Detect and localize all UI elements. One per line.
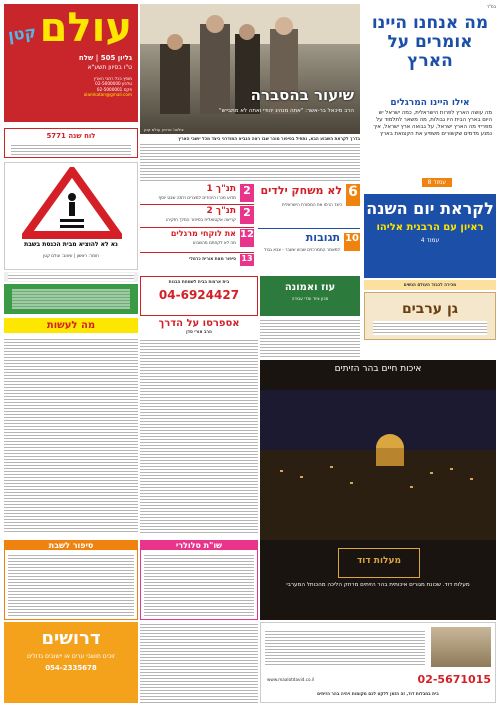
warning-box <box>4 162 138 270</box>
index-num: 13 <box>240 254 254 266</box>
index-title: את לוקחי מרגלים <box>170 229 236 238</box>
cover-photo <box>140 4 360 134</box>
wanted-phone: 054-2335678 <box>45 664 97 672</box>
kids-column <box>4 318 138 538</box>
sidebar-strip-text: מכירה לכבוד העולם הנשים <box>403 282 457 287</box>
masthead-logo-main: עולם <box>39 5 132 51</box>
ad-jerusalem-contact <box>260 622 496 703</box>
contact-line: פקס 02-5000001 <box>96 86 132 92</box>
index-title: תגובות <box>305 231 340 244</box>
index-num: 6 <box>346 184 360 206</box>
feature-page: עמוד 4 <box>420 237 440 244</box>
city-skyline-icon <box>260 390 496 540</box>
index-item[interactable] <box>140 205 254 228</box>
index-num: 2 <box>240 184 254 202</box>
index-desc: כיצד הרסו את המסורת הישראלית <box>281 202 342 207</box>
jerusalem-photo-icon <box>431 627 491 667</box>
masthead-logo-sub: קטן <box>6 22 38 45</box>
cover-intro-title: אילו היינו המרגלים <box>390 98 470 108</box>
jerusalem-bottom: בית בחבלות דוד, זה הזמן ללקט לכם מקומות ויהיה בהר הזיתים <box>317 691 439 696</box>
tshirt-title: שו"ת סלולרי <box>141 541 257 550</box>
question-column <box>140 318 258 538</box>
sidebar-strip <box>364 280 496 290</box>
cover-feature[interactable] <box>364 194 496 278</box>
ad-gan-title: גן ערבים <box>401 301 459 317</box>
ad-left-green[interactable] <box>4 284 138 314</box>
tshirt-column <box>140 540 258 620</box>
ad-wanted[interactable] <box>4 622 138 703</box>
masthead-issue: גליון 505 | שלח <box>78 54 132 62</box>
index-left <box>140 184 254 274</box>
index-item[interactable] <box>140 253 254 267</box>
jerusalem-logo <box>338 548 420 578</box>
kids-title: מה לעשות <box>4 318 138 333</box>
cover-right <box>364 4 496 278</box>
cover-intro-page: עמוד 8 <box>422 178 452 187</box>
index-desc: מה לא לקחתם מהשבוע <box>192 240 236 245</box>
photo-credit: צילום: ארכיון עולם קטן <box>144 127 184 132</box>
ad-clothing-sub: מכון ציוד ומדי עבודה <box>291 296 329 301</box>
index-desc: קריאה אקטואלית בסיפור המלך חזקיהו <box>166 217 236 222</box>
cover-intro-body: מה עושה הארץ לפרות הישראלית, כמה ישראל יש היום בארץ הבית היו גבולות, מה משאר לתלמוד על מפריזי מה הארץ ישראל, על גבואה ארץ ישראל, איך נמנע מדמים שקשורים משפיע את הקצואת בארץ <box>373 110 492 137</box>
index-num: 12 <box>240 229 254 247</box>
index-desc: סיפור מאת אורית כרמלי <box>189 256 236 261</box>
question-title: אספרסו על הדרך <box>158 318 240 329</box>
contact-line: טלפון 02-5000000 <box>95 81 132 87</box>
ad-clothing[interactable] <box>260 276 360 316</box>
jerusalem-text: מעלות דוד. שכונת מגורים איכותית בהר הזיתים מרחק הליכה מהכותל המערבי <box>286 582 470 588</box>
index-title: תנ"ך 2 <box>206 206 236 216</box>
wanted-title: דרושים <box>41 628 101 649</box>
kids-story <box>4 540 138 620</box>
ad-gan[interactable] <box>364 292 496 340</box>
corner-mark: בס"ד <box>486 4 496 9</box>
jerusalem-site: www.maalotdavid.co.il <box>267 677 315 682</box>
ad-jerusalem[interactable] <box>260 360 496 620</box>
warning-text: נא לא להוציא מבית הכנסת בשבת <box>24 241 118 248</box>
wanted-subtitle: זוכים תושבי ערים או יישובים גדולים <box>27 653 115 660</box>
ad-clothing-title: עוז ואמונה <box>284 282 336 293</box>
jerusalem-headline: איכות חיים בהר הזיתים <box>334 364 422 374</box>
photo-title: שיעור בהסברה <box>250 86 354 104</box>
jerusalem-logo-text: מעלות דוד <box>357 556 401 566</box>
contact-line: olamkatan@gmail.com <box>83 92 132 98</box>
kids-story-title: סיפור לשבת <box>5 541 137 550</box>
index-num: 10 <box>344 233 360 251</box>
warning-credits: חומר: ראשון | עיצוב: עולם קטן <box>43 253 99 258</box>
calendar-ad-title: לוח שנה 5771 <box>46 132 96 140</box>
masthead-date: ט"ו בסיוון תשע"א <box>87 64 132 71</box>
index-num: 2 <box>240 206 254 224</box>
ad-phone[interactable] <box>140 276 258 316</box>
index-right <box>258 184 360 274</box>
index-title: תנ"ך 1 <box>206 184 236 194</box>
pedestrian-warning-icon <box>22 167 122 239</box>
contact-strip <box>4 272 138 282</box>
contact-line: מופץ בכל רחבי הארץ <box>93 76 132 81</box>
masthead <box>4 4 138 122</box>
calendar-ad <box>4 128 138 158</box>
index-item[interactable] <box>140 184 254 205</box>
question-author: הרב אורי סדן <box>186 329 212 334</box>
feature-subtitle: ראיון עם הרבנית אליהו <box>376 222 484 233</box>
bottom-mid-text <box>140 622 258 703</box>
ad-phone-title: בית ארצות בבית לשמחת הבנות <box>168 279 230 284</box>
index-item[interactable] <box>258 229 360 273</box>
main-article-lead: בדרך לקראת השבוע הבא, נתחיל בסיפור מוכר שבו ראה הנביא המודרני כיצד מכל יושבי הארץ <box>178 136 360 141</box>
photo-caption: הרב מיכאל בר-אשר: "אתה מנהיג יהודי ואתה לא מתבייש" <box>219 108 354 114</box>
ad-phone-number: 04-6924427 <box>158 288 240 303</box>
mid-column <box>260 318 360 358</box>
masthead-contact <box>10 76 132 98</box>
index-title: לא משחק ילדים <box>260 184 342 197</box>
cover-headline: מה אנחנו היינו אומרים על הארץ <box>371 13 489 71</box>
index-item[interactable] <box>258 184 360 229</box>
feature-title: לקראת יום השנה <box>366 199 494 218</box>
jerusalem-phone: 02-5671015 <box>417 673 491 686</box>
main-article <box>140 136 360 182</box>
index-desc: למאמר הממרכזים שבוע שעבר - צבא גבול <box>264 247 340 252</box>
index-item[interactable] <box>140 228 254 253</box>
index-desc: מדוע מכרו היהודים למצרים ולמה שבט יוסף <box>158 195 236 200</box>
